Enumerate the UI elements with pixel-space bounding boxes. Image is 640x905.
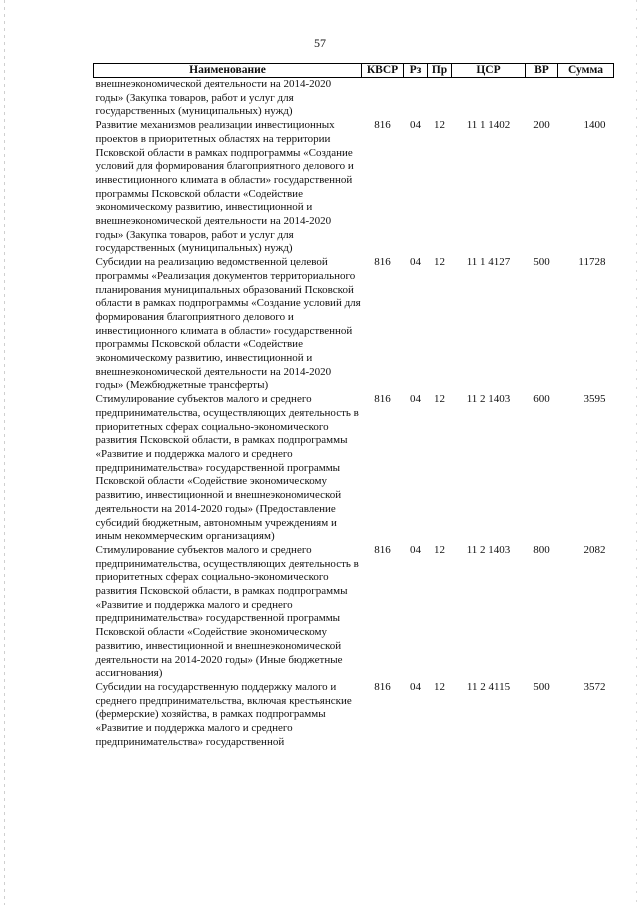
- table-row: [94, 681, 614, 750]
- scan-edge-right: [636, 0, 637, 905]
- row-kvsr: 816: [374, 543, 391, 556]
- row-pr: 12: [434, 256, 445, 269]
- row-csr: 11 2 1403: [466, 543, 511, 556]
- table-row: [94, 393, 614, 544]
- budget-table: [93, 63, 614, 749]
- row-pr: 12: [434, 543, 445, 556]
- page-number: 57: [314, 36, 326, 50]
- row-pr: 12: [434, 680, 445, 693]
- header-sum: Сумма: [558, 64, 614, 78]
- row-sum: 3572: [583, 680, 606, 693]
- row-vr: 500: [533, 256, 550, 269]
- table-row: [94, 119, 614, 256]
- row-kvsr: 816: [374, 680, 391, 693]
- table-header-row: [94, 64, 614, 78]
- header-rz: Рз: [404, 64, 428, 78]
- row-name: Субсидии на государственную поддержку малого и среднего предпринимательства, включая крестьянские (фермерские) хозяйства, в рамках подпрограммы «Развитие и поддержка малого и среднего предпринимательства» государственной: [95, 680, 352, 748]
- header-name: Наименование: [94, 64, 362, 78]
- row-csr: 11 2 4115: [466, 680, 511, 693]
- header-pr: Пр: [428, 64, 452, 78]
- row-pr: 12: [434, 119, 445, 132]
- row-rz: 04: [410, 256, 421, 269]
- row-vr: 800: [533, 543, 550, 556]
- row-sum: 2082: [583, 543, 606, 556]
- row-rz: 04: [410, 119, 421, 132]
- row-vr: 200: [533, 119, 550, 132]
- header-vr: ВР: [526, 64, 558, 78]
- row-name: внешнеэкономической деятельности на 2014-2020 годы» (Закупка товаров, работ и услуг для государственных (муниципальных) нужд): [95, 78, 332, 118]
- table-row: [94, 256, 614, 393]
- row-sum: 3595: [583, 393, 606, 406]
- row-rz: 04: [410, 393, 421, 406]
- row-kvsr: 816: [374, 393, 391, 406]
- table-row-continuation: [94, 78, 614, 120]
- row-sum: 11728: [578, 256, 606, 269]
- header-kvsr: КВСР: [362, 64, 404, 78]
- table-row: [94, 544, 614, 681]
- row-sum: 1400: [583, 119, 606, 132]
- row-name: Субсидии на реализацию ведомственной целевой программы «Реализация документов территориального планирования муниципальных образований Псковской области в рамках подпрограммы «Создание условий для формирования благоприятного делового и инвестиционного климата в области» государственной программы Псковской области «Содействие экономическому развитию, инвестиционной и внешнеэкономической деятельности на 2014-2020 годы» (Межбюджетные трансферты): [95, 256, 361, 392]
- row-vr: 500: [533, 680, 550, 693]
- row-rz: 04: [410, 680, 421, 693]
- row-pr: 12: [434, 393, 445, 406]
- row-csr: 11 1 1402: [466, 119, 511, 132]
- header-csr: ЦСР: [452, 64, 526, 78]
- row-name: Стимулирование субъектов малого и среднего предпринимательства, осуществляющих деятельность в приоритетных сферах социально-экономического развития Псковской области, в рамках подпрограммы «Развитие и поддержка малого и среднего предпринимательства» государственной программы Псковской области «Содействие экономическому развитию, инвестиционной и внешнеэкономической деятельности на 2014-2020 годы» (Предоставление субсидий бюджетным, автономным учреждениям и иным некоммерческим организациям): [95, 393, 359, 543]
- row-csr: 11 2 1403: [466, 393, 511, 406]
- row-rz: 04: [410, 543, 421, 556]
- row-name: Развитие механизмов реализации инвестиционных проектов в приоритетных областях на территории Псковской области в рамках подпрограммы «Создание условий для формирования благоприятного делового и инвестиционного климата в области» государственной программы Псковской области «Содействие экономическому развитию, инвестиционной и внешнеэкономической деятельности на 2014-2020 годы» (Закупка товаров, работ и услуг для государственных (муниципальных) нужд): [95, 119, 354, 255]
- row-kvsr: 816: [374, 256, 391, 269]
- scan-edge-left: [4, 0, 5, 905]
- row-name: Стимулирование субъектов малого и среднего предпринимательства, осуществляющих деятельность в приоритетных сферах социально-экономического развития Псковской области, в рамках подпрограммы «Развитие и поддержка малого и среднего предпринимательства» государственной программы Псковской области «Содействие экономическому развитию, инвестиционной и внешнеэкономической деятельности на 2014-2020 годы» (Иные бюджетные ассигнования): [95, 543, 359, 680]
- row-kvsr: 816: [374, 119, 391, 132]
- row-csr: 11 1 4127: [466, 256, 511, 269]
- row-vr: 600: [533, 393, 550, 406]
